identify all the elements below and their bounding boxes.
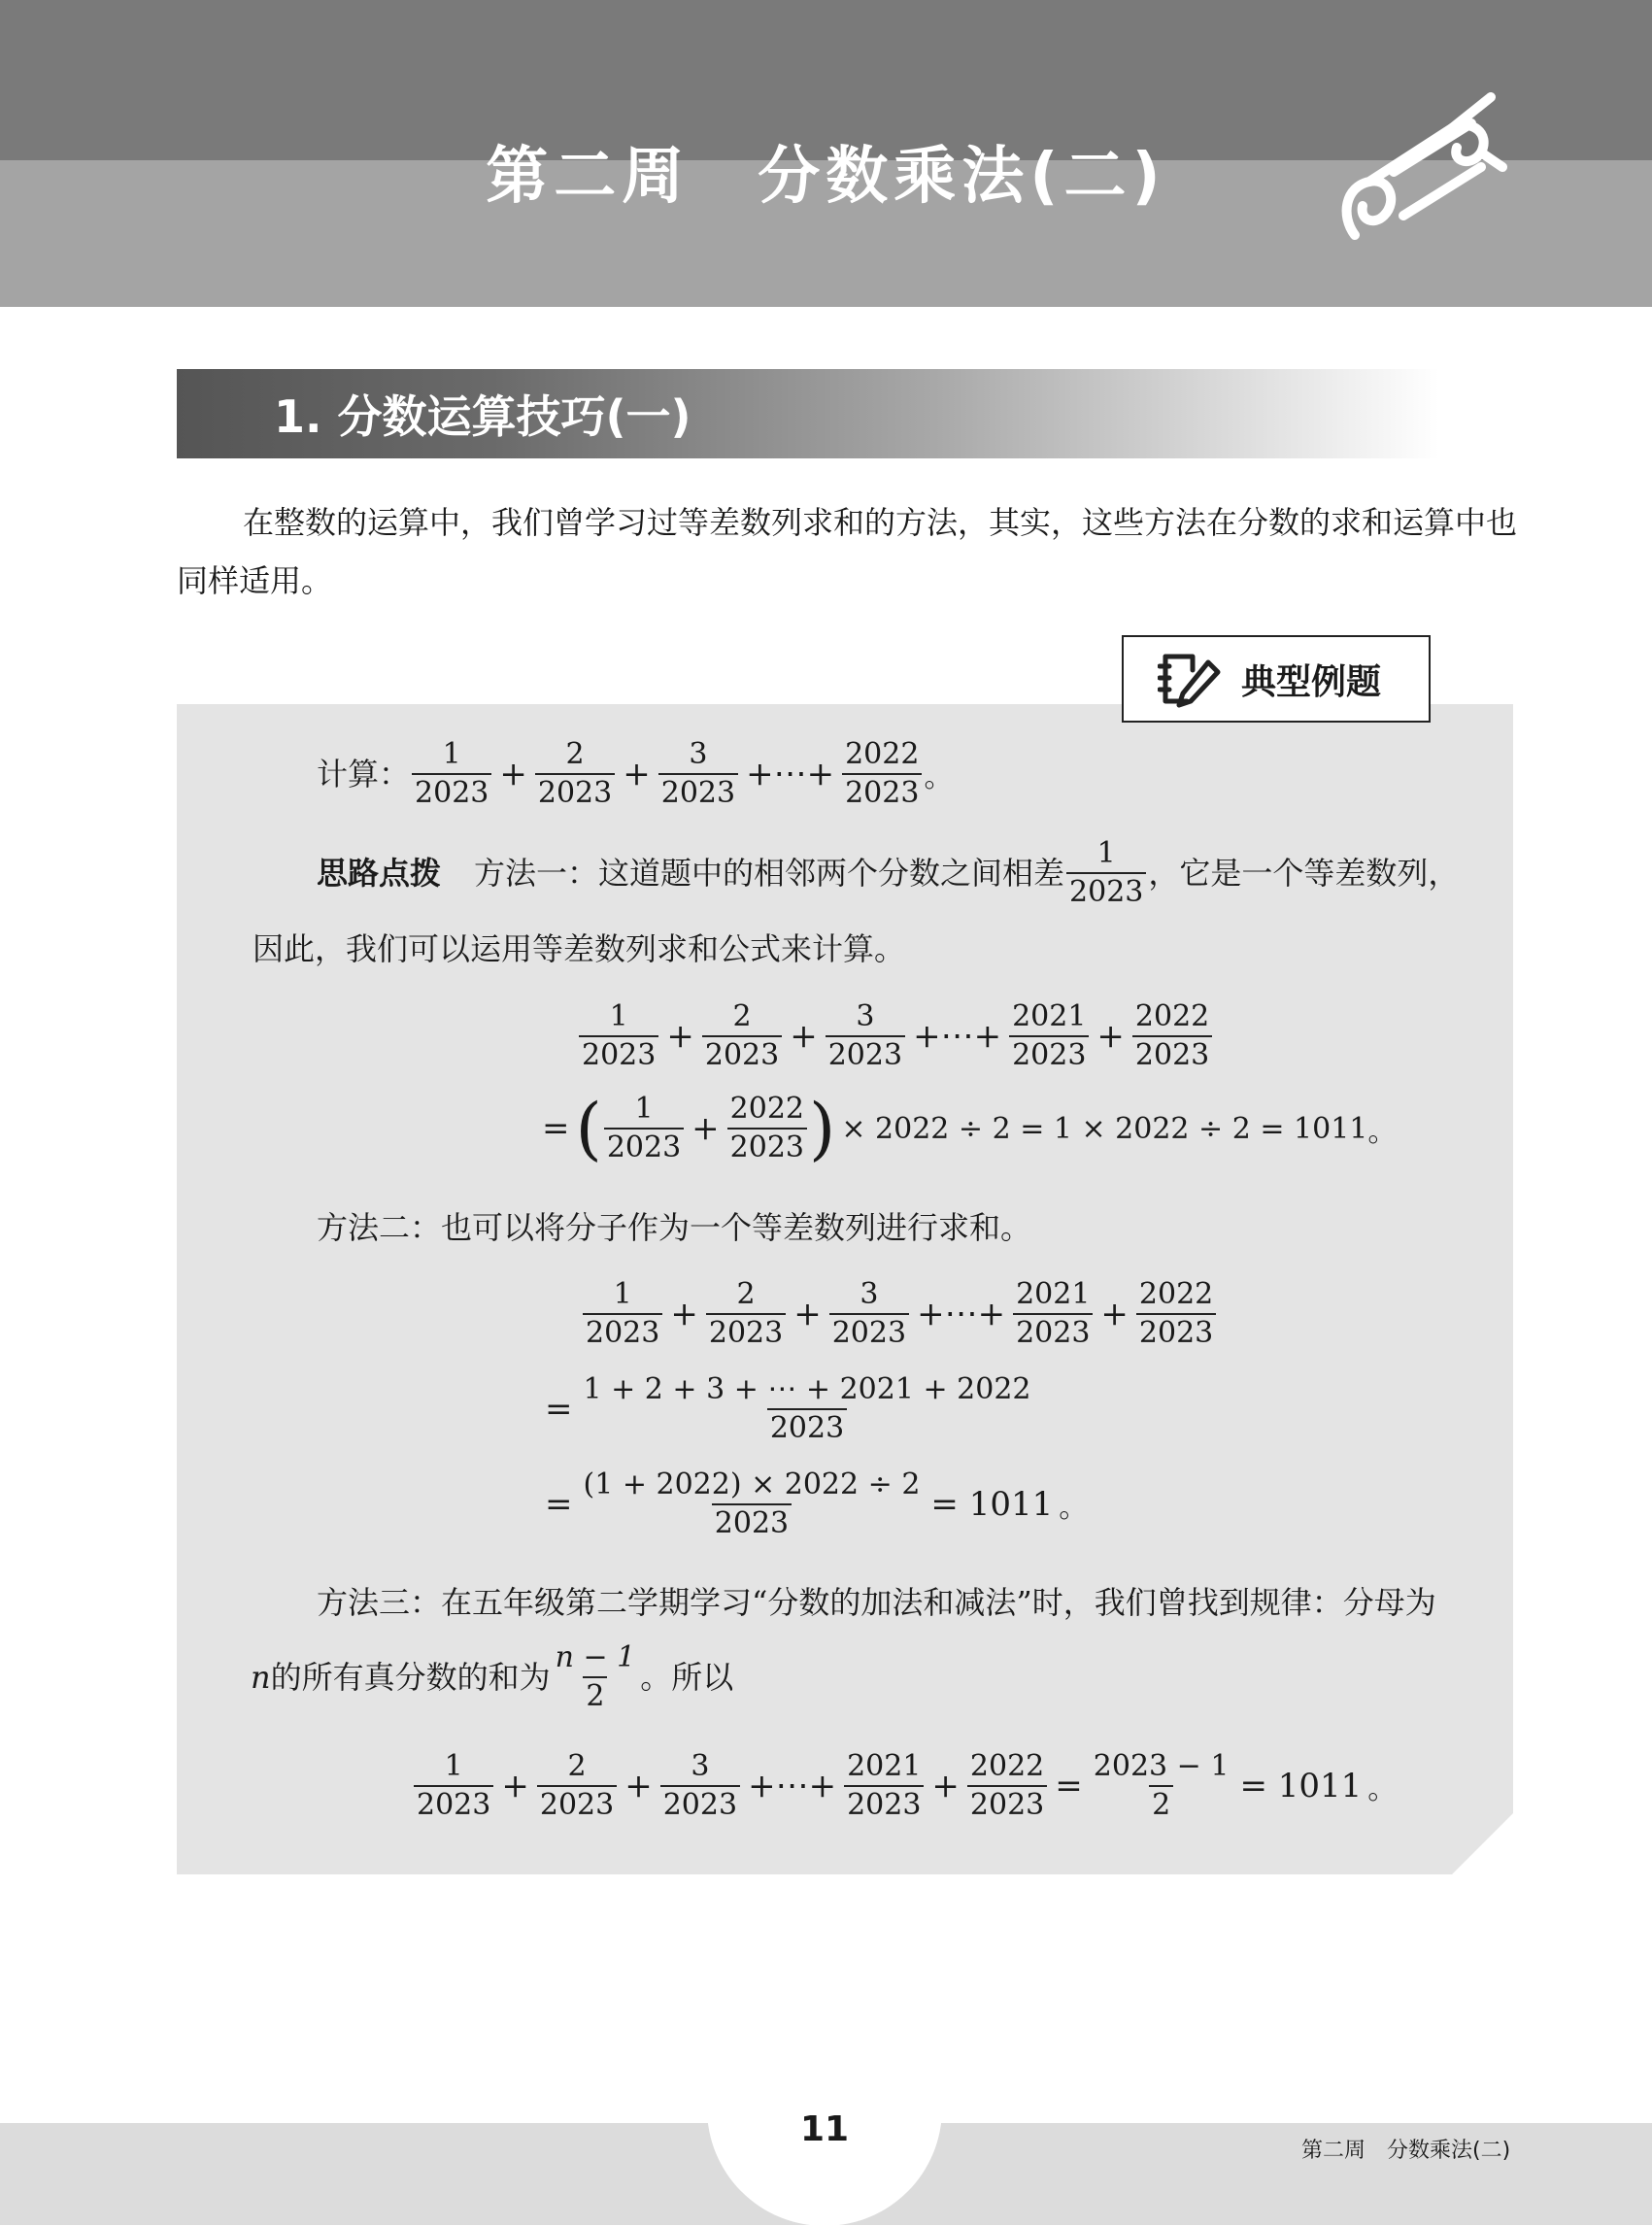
scroll-diploma-icon — [1335, 89, 1510, 254]
fraction: $\frac{2}{2023}$ — [702, 1000, 782, 1072]
fraction: $\frac{(1 + 2022) \times 2022 \div 2}{2023}$ — [583, 1467, 921, 1540]
hint-label: 思路点拨 — [317, 855, 442, 892]
fraction: $\frac{2}{2023}$ — [535, 738, 615, 810]
problem-statement: 计算： $\frac{1}{2023}$ + $\frac{2}{2023}$ + $\frac{3}{2023}$ +⋯+ $\frac{2022}{2023}$ 。 — [317, 737, 954, 810]
fraction: $\frac{2023 - 1}{2}$ — [1093, 1749, 1230, 1822]
fraction: $\frac{n - 1}{2}$ — [555, 1640, 636, 1713]
fraction: $\frac{2022}{2023}$ — [842, 738, 922, 810]
method3-line2: n 的所有真分数的和为 $\frac{n - 1}{2}$ 。所以 — [251, 1640, 734, 1713]
page-number: 11 — [799, 2109, 850, 2149]
method2-equation-line3: = $\frac{(1 + 2022) \times 2022 \div 2}{2023}$ = 1011 。 — [545, 1467, 1089, 1540]
method1-line2: 因此，我们可以运用等差数列求和公式来计算。 — [253, 930, 906, 967]
fraction: $\frac{2}{2023}$ — [706, 1278, 786, 1350]
fraction: $\frac{1}{2023}$ — [1066, 837, 1146, 909]
fraction: $\frac{3}{2023}$ — [829, 1278, 909, 1350]
fraction: $\frac{1 + 2 + 3 + \cdots + 2021 + 2022}{2023}$ — [583, 1372, 1031, 1445]
fraction: $\frac{2022}{2023}$ — [1132, 1000, 1212, 1072]
method1-equation-line1: $\frac{1}{2023}$ + $\frac{2}{2023}$ + $\frac{3}{2023}$ +⋯+ $\frac{2021}{2023}$ + $\frac{2022}{2023}$ — [577, 1000, 1214, 1072]
fraction: $\frac{1}{2023}$ — [604, 1093, 684, 1164]
fraction: $\frac{2021}{2023}$ — [1009, 1000, 1089, 1072]
section-title: 1. 分数运算技巧(一) — [274, 390, 691, 443]
method2-text: 方法二：也可以将分子作为一个等差数列进行求和。 — [317, 1209, 1032, 1246]
method1-tail: ，它是一个等差数列， — [1148, 855, 1460, 892]
fraction: $\frac{2022}{2023}$ — [967, 1750, 1047, 1822]
method1-text: 方法一：这道题中的相邻两个分数之间相差 — [474, 855, 1065, 892]
fraction: $\frac{2022}{2023}$ — [727, 1093, 807, 1164]
method1-equation-line2: = ( $\frac{1}{2023}$ + $\frac{2022}{2023}$ ) × 2022 ÷ 2 = 1 × 2022 ÷ 2 = 1011 。 — [542, 1089, 1398, 1168]
fraction: $\frac{1}{2023}$ — [583, 1278, 662, 1350]
page-number-circle — [707, 1991, 942, 2226]
problem-prefix: 计算： — [317, 756, 411, 793]
method2-equation-line1: $\frac{1}{2023}$ + $\frac{2}{2023}$ + $\frac{3}{2023}$ +⋯+ $\frac{2021}{2023}$ + $\frac{2022}{2023}$ — [581, 1278, 1218, 1350]
pen-note-icon — [1158, 649, 1226, 709]
example-badge-label: 典型例题 — [1241, 662, 1382, 702]
fraction: $\frac{2021}{2023}$ — [1013, 1278, 1093, 1350]
intro-paragraph: 在整数的运算中，我们曾学习过等差数列求和的方法，其实，这些方法在分数的求和运算中也同样适用。 — [177, 504, 1518, 599]
fraction: $\frac{3}{2023}$ — [660, 1750, 740, 1822]
method3-equation: $\frac{1}{2023}$ + $\frac{2}{2023}$ + $\frac{3}{2023}$ +⋯+ $\frac{2021}{2023}$ + $\frac{2022}{2023}$ = $\frac{2023 - 1}{2}$ = 1011 。 — [412, 1750, 1397, 1822]
fraction: $\frac{3}{2023}$ — [826, 1000, 905, 1072]
fraction: $\frac{2}{2023}$ — [537, 1750, 617, 1822]
method1-line — [317, 837, 1459, 909]
fraction: $\frac{3}{2023}$ — [658, 738, 738, 810]
footer-chapter-label: 第二周 分数乘法(二) — [1301, 2139, 1511, 2163]
fraction: $\frac{1}{2023}$ — [579, 1000, 658, 1072]
fraction: $\frac{1}{2023}$ — [414, 1750, 493, 1822]
fraction: $\frac{2022}{2023}$ — [1136, 1278, 1216, 1350]
chapter-title: 第二周 分数乘法(二) — [486, 141, 1166, 213]
fraction: $\frac{2021}{2023}$ — [844, 1750, 924, 1822]
fraction: $\frac{1}{2023}$ — [412, 738, 491, 810]
method2-equation-line2: = $\frac{1 + 2 + 3 + \cdots + 2021 + 2022}{2023}$ — [539, 1373, 1036, 1445]
method3-text: 方法三：在五年级第二学期学习“分数的加法和减法”时，我们曾找到规律：分母为 — [317, 1584, 1436, 1621]
